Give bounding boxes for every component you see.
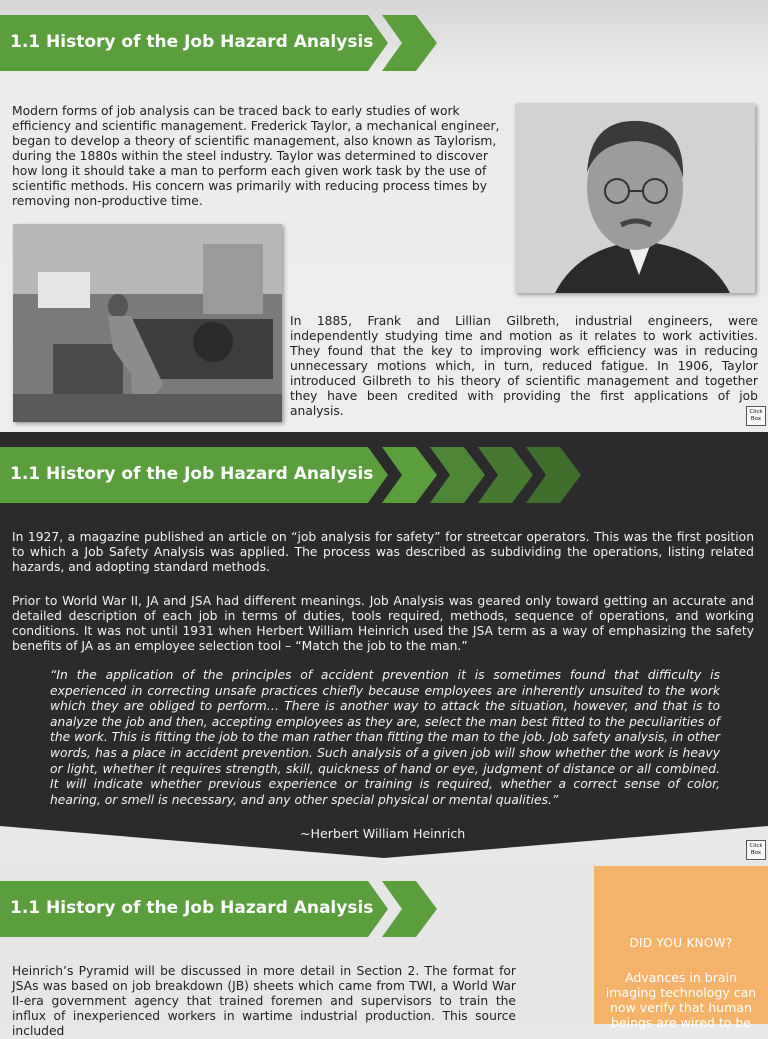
did-you-know-callout	[594, 866, 768, 1030]
slide-title: 1.1 History of the Job Hazard Analysis	[10, 898, 374, 918]
gilbreth-paragraph: In 1885, Frank and Lillian Gilbreth, industrial engineers, were independently studying time and motion as it relates to work activities. They found that the key to improving work efficiency was in reducing unnecessary motions which, in turn, reduced fatigue. In 1906, Taylor introduced Gilbreth to his theory of scientific management and together they have been credited with providing the first applications of job analysis.	[290, 314, 758, 418]
slide-title: 1.1 History of the Job Hazard Analysis	[10, 32, 374, 52]
slide-1-title-banner	[0, 14, 440, 70]
slide-3-title-banner	[0, 880, 440, 936]
quote-author: ~Herbert William Heinrich	[300, 826, 466, 841]
workshop-photo	[13, 224, 282, 422]
heinrich-quote: “In the application of the principles of accident prevention it is sometimes found that difficulty is experienced in correcting unsafe practices chiefly because employees are inherently unsuited to the work which they are obliged to perform… There is another way to attack the situation, however, and that is to analyze the job and then, accepting employees as they are, select the man best fitted to the peculiarities of the work. This is fitting the job to the man rather than fitting the man to the job. Job safety analysis, in other words, has a place in accident prevention. Such analysis of a given job will show whether the work is heavy or light, whether it requires strength, skill, quickness of hand or eye, judgment of distance or all combined. It will indicate whether previous experience or training is required, whether a correct sense of color, hearing, or smell is necessary, and any other special physical or mental qualities.”	[50, 668, 720, 807]
click-box-button[interactable]: Click Box	[746, 840, 766, 860]
portrait-photo	[515, 103, 755, 293]
did-you-know-text: Advances in brain imaging technology can now verify that human beings are wired to be	[605, 970, 757, 1030]
did-you-know-title: DID YOU KNOW?	[629, 936, 733, 950]
heinrich-pyramid-paragraph: Heinrich’s Pyramid will be discussed in more detail in Section 2. The format for JSAs was based on job breakdown (JB) sheets which came from TWI, a World War II-era government agency that trained foremen and supervisors to train the influx of inexperienced workers in wartime industrial production. This source included	[12, 964, 516, 1038]
slide-1	[0, 0, 768, 432]
click-box-button[interactable]: Click Box	[746, 406, 766, 426]
slide-title: 1.1 History of the Job Hazard Analysis	[10, 464, 374, 484]
streetcar-paragraph: In 1927, a magazine published an article on “job analysis for safety” for streetcar operators. This was the first position to which a Job Safety Analysis was applied. The process was described as subdividing the operations, listing related hazards, and adopting standard methods.	[12, 530, 754, 574]
slide-2-title-banner	[0, 446, 590, 502]
slide-2	[0, 432, 768, 864]
ww2-paragraph: Prior to World War II, JA and JSA had different meanings. Job Analysis was geared only toward getting an accurate and detailed description of each job in terms of duties, tools required, methods, sequence of operations, and working conditions. It was not until 1931 when Herbert William Heinrich used the JSA term as a way of emphasizing the safety benefits of JA as an employee selection tool – “Match the job to the man.”	[12, 594, 754, 653]
slide-2-bottom-wedge	[0, 824, 768, 864]
intro-paragraph: Modern forms of job analysis can be traced back to early studies of work efficiency and scientific management. Frederick Taylor, a mechanical engineer, began to develop a theory of scientific management, also known as Taylorism, during the 1880s within the steel industry. Taylor was determined to discover how long it should take a man to perform each given work task by the use of scientific methods. His concern was primarily with reducing process times by removing non-productive time.	[12, 104, 500, 208]
slide-3	[0, 864, 768, 1038]
